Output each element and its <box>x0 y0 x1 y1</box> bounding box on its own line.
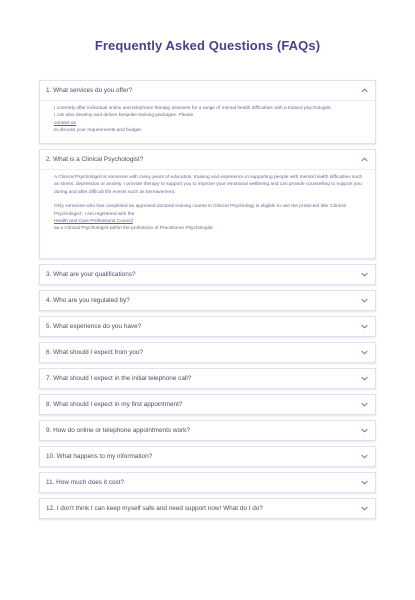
faq-question: 4. Who are you regulated by? <box>46 297 130 304</box>
chevron-down-icon[interactable] <box>359 504 369 514</box>
faq-question: 3. What are your qualifications? <box>46 271 136 278</box>
faq-toggle-qualifications[interactable] <box>40 265 375 284</box>
chevron-down-icon[interactable] <box>359 374 369 384</box>
faq-toggle-experience[interactable] <box>40 317 375 336</box>
faq-answer <box>40 169 375 258</box>
faq-item-regulated <box>39 290 376 311</box>
faq-question: 10. What happens to my information? <box>46 453 153 460</box>
faq-answer <box>40 100 375 143</box>
answer-text: to discuss your requirements and budget. <box>54 128 142 134</box>
answer-text: A Clinical Psychologist is someone with many years of education, training and experience in supporting people with mental health difficulties such as stress, depression or anxiety. I provide therapy to support you to improve your emotional wellbeing and can provide counselling to support you during and after difficult life events such as bereavement. <box>54 175 363 195</box>
chevron-up-icon[interactable] <box>359 155 369 165</box>
faq-item-support-now <box>39 498 376 519</box>
chevron-down-icon[interactable] <box>359 296 369 306</box>
faq-toggle-services[interactable] <box>40 81 375 100</box>
faq-question: 1. What services do you offer? <box>46 87 133 94</box>
page-title: Frequently Asked Questions (FAQs) <box>94 38 321 53</box>
chevron-down-icon[interactable] <box>359 478 369 488</box>
faq-toggle-information[interactable] <box>40 447 375 466</box>
faq-item-telephone-call <box>39 368 376 389</box>
faq-item-first-appointment <box>39 394 376 415</box>
faq-toggle-cost[interactable] <box>40 473 375 492</box>
faq-item-services <box>39 80 376 144</box>
faq-toggle-online-appointments[interactable] <box>40 421 375 440</box>
faq-item-cost <box>39 472 376 493</box>
faq-list <box>39 80 376 524</box>
hcpc-link[interactable]: Health and Care Professions Council <box>54 219 133 225</box>
faq-item-experience <box>39 316 376 337</box>
faq-question: 5. What experience do you have? <box>46 323 142 330</box>
faq-toggle-telephone-call[interactable] <box>40 369 375 388</box>
faq-item-expect-from-you <box>39 342 376 363</box>
faq-question: 11. How much does it cost? <box>46 479 125 486</box>
answer-text: I currently offer individual online and telephone therapy sessions for a range of mental health difficulties with a trained psychologist. <box>54 106 332 111</box>
faq-item-information <box>39 446 376 467</box>
faq-toggle-support-now[interactable] <box>40 499 375 518</box>
faq-question: 12. I don't think I can keep myself safe and need support now! What do I do? <box>46 505 263 512</box>
faq-question: 9. How do online or telephone appointments work? <box>46 427 190 434</box>
faq-toggle-clinical-psychologist[interactable] <box>40 150 375 169</box>
chevron-down-icon[interactable] <box>359 400 369 410</box>
faq-toggle-expect-from-you[interactable] <box>40 343 375 362</box>
faq-item-qualifications <box>39 264 376 285</box>
chevron-down-icon[interactable] <box>359 452 369 462</box>
faq-toggle-regulated[interactable] <box>40 291 375 310</box>
faq-question: 7. What should I expect in the initial telephone call? <box>46 375 192 382</box>
faq-question: 8. What should I expect in my first appointment? <box>46 401 183 408</box>
answer-text: I can also develop and deliver bespoke training packages. Please <box>54 113 194 119</box>
faq-question: 6. What should I expect from you? <box>46 349 143 356</box>
faq-item-clinical-psychologist <box>39 149 376 259</box>
faq-question: 2. What is a Clinical Psychologist? <box>46 156 144 163</box>
chevron-up-icon[interactable] <box>359 86 369 96</box>
faq-item-online-appointments <box>39 420 376 441</box>
chevron-down-icon[interactable] <box>359 322 369 332</box>
chevron-down-icon[interactable] <box>359 348 369 358</box>
contact-us-link[interactable]: contact us <box>54 120 76 126</box>
chevron-down-icon[interactable] <box>359 270 369 280</box>
chevron-down-icon[interactable] <box>359 426 369 436</box>
answer-text: as a Clinical Psychologist within the profession of Practitioner Psychologist. <box>54 226 214 232</box>
faq-toggle-first-appointment[interactable] <box>40 395 375 414</box>
answer-text: Only someone who has completed an approved doctoral training course in Clinical Psychology is eligible to use the protected title 'Clinical Psychologist'. I am registered with the <box>54 204 346 217</box>
